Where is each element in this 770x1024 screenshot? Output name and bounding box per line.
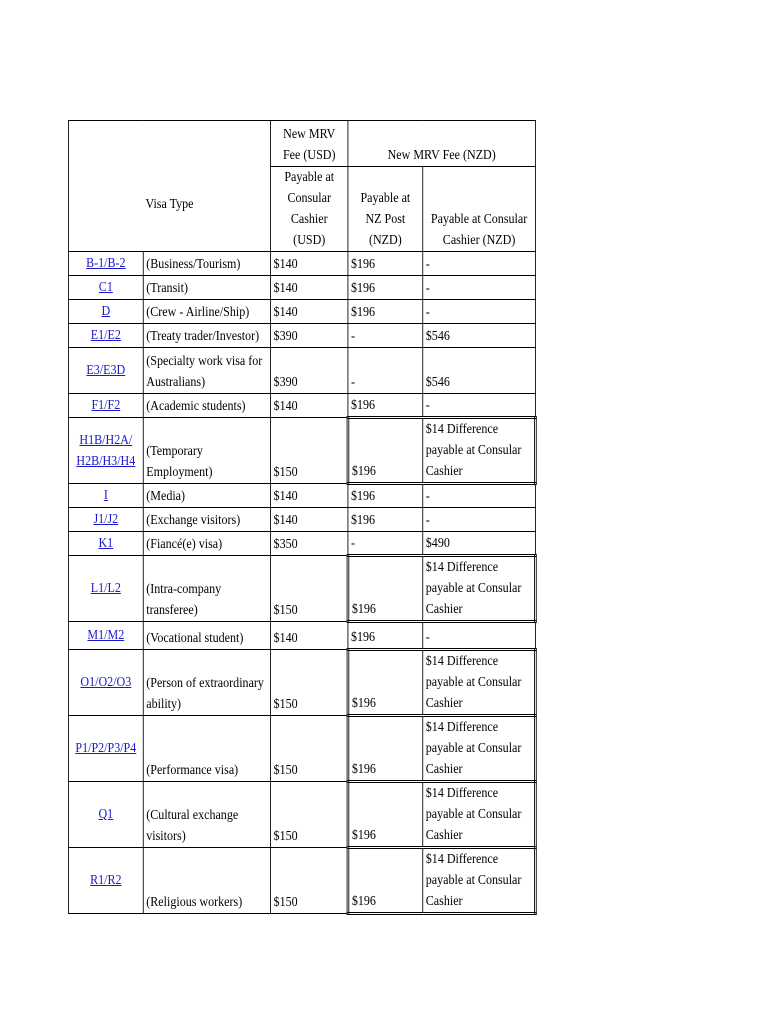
usd-fee: $390: [271, 324, 348, 348]
usd-fee: $150: [271, 418, 348, 484]
visa-description: (Specialty work visa for Australians): [143, 348, 270, 394]
nzpost-fee: -: [348, 348, 423, 394]
visa-code-link[interactable]: J1/J2: [68, 508, 143, 532]
cashier-fee: -: [423, 394, 536, 418]
visa-code-link[interactable]: B-1/B-2: [68, 252, 143, 276]
usd-fee: $150: [271, 848, 348, 914]
visa-description: (Treaty trader/Investor): [143, 324, 270, 348]
nzd-fee-group-header: New MRV Fee (NZD): [348, 121, 535, 167]
visa-code-link[interactable]: L1/L2: [68, 556, 143, 622]
cashier-fee: $490: [423, 532, 536, 556]
visa-code-link[interactable]: I: [68, 484, 143, 508]
usd-fee: $140: [271, 394, 348, 418]
nzpost-fee: $196: [348, 782, 423, 848]
usd-fee-group-header: New MRV Fee (USD): [271, 121, 348, 167]
usd-fee: $140: [271, 508, 348, 532]
nzpost-fee: $196: [348, 418, 423, 484]
visa-description: (Academic students): [143, 394, 270, 418]
visa-description: (Exchange visitors): [143, 508, 270, 532]
table-row: [68, 556, 535, 622]
table-row: [68, 508, 535, 532]
table-row: [68, 848, 535, 914]
visa-code-link[interactable]: K1: [68, 532, 143, 556]
cashier-fee: $546: [423, 324, 536, 348]
usd-fee: $140: [271, 300, 348, 324]
nzpost-fee: $196: [348, 276, 423, 300]
visa-code-link[interactable]: R1/R2: [68, 848, 143, 914]
visa-description: (Temporary Employment): [143, 418, 270, 484]
cashier-fee: $14 Difference payable at Consular Cashier: [423, 848, 536, 914]
table-row: [68, 300, 535, 324]
cashier-fee: -: [423, 484, 536, 508]
cashier-fee: $14 Difference payable at Consular Cashier: [423, 716, 536, 782]
cashier-fee: $14 Difference payable at Consular Cashier: [423, 650, 536, 716]
cashier-fee: $14 Difference payable at Consular Cashier: [423, 556, 536, 622]
nzpost-fee: $196: [348, 716, 423, 782]
table-row: [68, 532, 535, 556]
cashier-fee: $14 Difference payable at Consular Cashier: [423, 418, 536, 484]
table-row: [68, 324, 535, 348]
visa-description: (Cultural exchange visitors): [143, 782, 270, 848]
usd-fee: $140: [271, 622, 348, 650]
visa-code-link[interactable]: E3/E3D: [68, 348, 143, 394]
cashier-fee: $14 Difference payable at Consular Cashier: [423, 782, 536, 848]
visa-description: (Person of extraordinary ability): [143, 650, 270, 716]
visa-description: (Fiancé(e) visa): [143, 532, 270, 556]
visa-code-link[interactable]: M1/M2: [68, 622, 143, 650]
visa-code-link[interactable]: P1/P2/P3/P4: [68, 716, 143, 782]
cashier-fee: -: [423, 252, 536, 276]
usd-fee: $150: [271, 716, 348, 782]
table-row: [68, 348, 535, 394]
visa-code-link[interactable]: F1/F2: [68, 394, 143, 418]
cashier-fee: $546: [423, 348, 536, 394]
table-row: [68, 484, 535, 508]
table-row: [68, 622, 535, 650]
visa-description: (Transit): [143, 276, 270, 300]
table-row: [68, 650, 535, 716]
table-row: [68, 252, 535, 276]
cashier-fee: -: [423, 276, 536, 300]
visa-description: (Vocational student): [143, 622, 270, 650]
table-row: [68, 276, 535, 300]
visa-fee-table: [68, 120, 537, 915]
usd-fee: $350: [271, 532, 348, 556]
visa-code-link[interactable]: O1/O2/O3: [68, 650, 143, 716]
usd-cashier-column-header: Payable at Consular Cashier (USD): [271, 167, 348, 252]
visa-code-link[interactable]: E1/E2: [68, 324, 143, 348]
nzpost-fee: $196: [348, 622, 423, 650]
nzpost-fee: $196: [348, 650, 423, 716]
usd-fee: $390: [271, 348, 348, 394]
usd-fee: $140: [271, 484, 348, 508]
nzpost-fee: $196: [348, 848, 423, 914]
visa-code-link[interactable]: D: [68, 300, 143, 324]
nzpost-column-header: Payable at NZ Post (NZD): [348, 167, 423, 252]
visa-code-link[interactable]: H1B/H2A/ H2B/H3/H4: [68, 418, 143, 484]
visa-description: (Religious workers): [143, 848, 270, 914]
nzpost-fee: -: [348, 532, 423, 556]
visa-description: (Crew - Airline/Ship): [143, 300, 270, 324]
nzpost-fee: $196: [348, 300, 423, 324]
visa-description: (Intra-company transferee): [143, 556, 270, 622]
visa-description: (Performance visa): [143, 716, 270, 782]
nzpost-fee: $196: [348, 556, 423, 622]
table-row: [68, 394, 535, 418]
visa-type-header: Visa Type: [68, 121, 270, 252]
table-row: [68, 418, 535, 484]
usd-fee: $150: [271, 556, 348, 622]
usd-fee: $150: [271, 650, 348, 716]
nzpost-fee: $196: [348, 252, 423, 276]
cashier-fee: -: [423, 508, 536, 532]
visa-description: (Media): [143, 484, 270, 508]
visa-description: (Business/Tourism): [143, 252, 270, 276]
nzpost-fee: $196: [348, 394, 423, 418]
visa-code-link[interactable]: C1: [68, 276, 143, 300]
nzpost-fee: -: [348, 324, 423, 348]
usd-fee: $140: [271, 252, 348, 276]
usd-fee: $140: [271, 276, 348, 300]
table-row: [68, 782, 535, 848]
table-row: [68, 716, 535, 782]
usd-fee: $150: [271, 782, 348, 848]
cashier-fee: -: [423, 300, 536, 324]
nzpost-fee: $196: [348, 484, 423, 508]
nzpost-fee: $196: [348, 508, 423, 532]
visa-code-link[interactable]: Q1: [68, 782, 143, 848]
cashier-fee: -: [423, 622, 536, 650]
nzd-cashier-column-header: Payable at Consular Cashier (NZD): [423, 167, 536, 252]
